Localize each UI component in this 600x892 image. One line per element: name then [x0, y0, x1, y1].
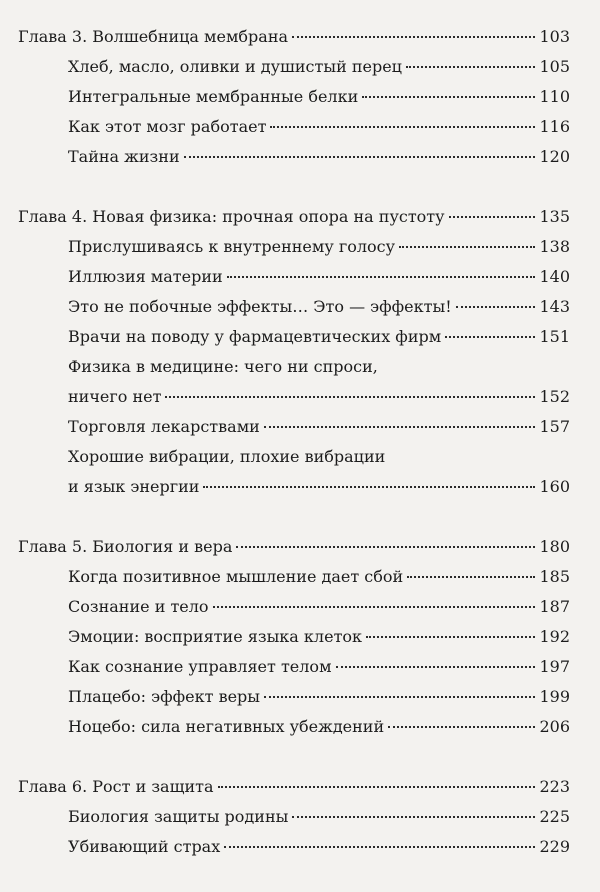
chapter-6 [18, 772, 570, 862]
entry-title: Интегральные мембранные белки [68, 87, 359, 106]
page-number: 187 [539, 597, 570, 616]
dot-leader [264, 426, 536, 428]
dot-leader [165, 396, 535, 398]
dot-leader [218, 786, 536, 788]
dot-leader [399, 246, 535, 248]
chapter-heading[interactable] [18, 202, 570, 232]
entry-title: Когда позитивное мышление дает сбой [68, 567, 404, 586]
dot-leader [366, 636, 535, 638]
chapter-3 [18, 22, 570, 172]
entry-title-line1: Физика в медицине: чего ни спроси, [68, 357, 378, 376]
page-number: 229 [539, 837, 570, 856]
entry-title: Сознание и тело [68, 597, 209, 616]
entry-title: Биология защиты родины [68, 807, 289, 826]
dot-leader [213, 606, 536, 608]
chapter-4 [18, 202, 570, 502]
page-number: 206 [539, 717, 570, 736]
toc-entry[interactable] [18, 412, 570, 442]
toc-entry[interactable] [18, 562, 570, 592]
toc-entry[interactable] [18, 382, 570, 412]
toc-entry[interactable] [18, 262, 570, 292]
page-number: 103 [539, 27, 570, 46]
entry-title: Эмоции: восприятие языка клеток [68, 627, 363, 646]
dot-leader [336, 666, 536, 668]
dot-leader [224, 846, 535, 848]
chapter-title: Глава 4. Новая физика: прочная опора на пустоту [18, 207, 445, 226]
dot-leader [407, 576, 535, 578]
toc-entry[interactable] [18, 142, 570, 172]
page-number: 225 [539, 807, 570, 826]
chapter-heading[interactable] [18, 772, 570, 802]
dot-leader [456, 306, 536, 308]
dot-leader [449, 216, 536, 218]
toc-entry[interactable] [18, 112, 570, 142]
chapter-title: Глава 3. Волшебница мембрана [18, 27, 289, 46]
toc-entry[interactable] [18, 832, 570, 862]
page-number: 116 [539, 117, 570, 136]
toc-entry[interactable] [18, 682, 570, 712]
page-number: 160 [539, 477, 570, 496]
entry-title: Убивающий страх [68, 837, 221, 856]
toc-entry[interactable] [18, 622, 570, 652]
page-number: 192 [539, 627, 570, 646]
page-number: 180 [539, 537, 570, 556]
dot-leader [388, 726, 535, 728]
toc-entry[interactable] [18, 472, 570, 502]
page-number: 140 [539, 267, 570, 286]
dot-leader [236, 546, 535, 548]
chapter-title: Глава 6. Рост и защита [18, 777, 214, 796]
page-number: 199 [539, 687, 570, 706]
toc-entry[interactable] [18, 652, 570, 682]
entry-title: ничего нет [68, 387, 162, 406]
dot-leader [270, 126, 535, 128]
entry-title: Ноцебо: сила негативных убеждений [68, 717, 385, 736]
page-number: 152 [539, 387, 570, 406]
toc-entry[interactable] [18, 802, 570, 832]
entry-title-line1: Хорошие вибрации, плохие вибрации [68, 447, 386, 466]
entry-title: Как сознание управляет телом [68, 657, 332, 676]
page-number: 197 [539, 657, 570, 676]
table-of-contents [18, 22, 570, 892]
chapter-title: Глава 5. Биология и вера [18, 537, 233, 556]
dot-leader [445, 336, 535, 338]
page-number: 105 [539, 57, 570, 76]
dot-leader [406, 66, 536, 68]
toc-entry[interactable] [18, 322, 570, 352]
page-number: 143 [539, 297, 570, 316]
page-number: 157 [539, 417, 570, 436]
entry-title: Врачи на поводу у фармацевтических фирм [68, 327, 442, 346]
dot-leader [184, 156, 536, 158]
dot-leader [264, 696, 535, 698]
toc-entry[interactable] [18, 712, 570, 742]
entry-title: Прислушиваясь к внутреннему голосу [68, 237, 395, 256]
entry-title: и язык энергии [68, 477, 200, 496]
dot-leader [292, 36, 535, 38]
page-number: 110 [539, 87, 570, 106]
entry-title: Торговля лекарствами [68, 417, 260, 436]
page-number: 151 [539, 327, 570, 346]
toc-entry[interactable] [18, 82, 570, 112]
page-number: 185 [539, 567, 570, 586]
entry-title: Тайна жизни [68, 147, 180, 166]
page-number: 135 [539, 207, 570, 226]
entry-title: Как этот мозг работает [68, 117, 267, 136]
dot-leader [227, 276, 536, 278]
entry-title: Плацебо: эффект веры [68, 687, 261, 706]
toc-entry[interactable] [18, 52, 570, 82]
toc-entry[interactable] [18, 232, 570, 262]
toc-entry[interactable] [18, 292, 570, 322]
entry-title: Хлеб, масло, оливки и душистый перец [68, 57, 402, 76]
page-number: 120 [539, 147, 570, 166]
chapter-5 [18, 532, 570, 742]
entry-title: Иллюзия материи [68, 267, 223, 286]
toc-entry[interactable] [18, 592, 570, 622]
dot-leader [292, 816, 535, 818]
chapter-heading[interactable] [18, 22, 570, 52]
entry-title: Это не побочные эффекты… Это — эффекты! [68, 297, 452, 316]
page-number: 138 [539, 237, 570, 256]
dot-leader [203, 486, 535, 488]
page-number: 223 [539, 777, 570, 796]
chapter-heading[interactable] [18, 532, 570, 562]
dot-leader [362, 96, 535, 98]
